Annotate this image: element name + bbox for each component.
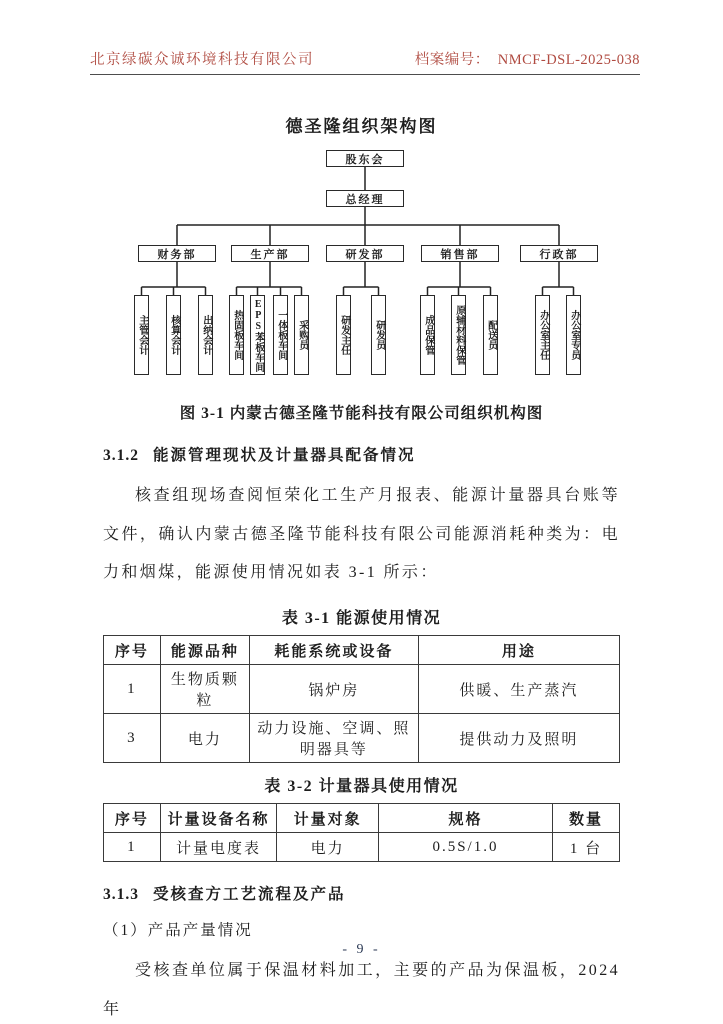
cell: 电力	[277, 833, 379, 862]
org-box-child: 原辅材料保管	[451, 295, 466, 375]
org-box-child: 出纳会计	[198, 295, 213, 375]
page-number: - 9 -	[342, 942, 381, 957]
cell: 3	[104, 714, 161, 763]
cell: 动力设施、空调、照明器具等	[250, 714, 419, 763]
section-312-heading	[103, 443, 620, 465]
col-header: 计量设备名称	[160, 804, 277, 833]
org-box-child: 主管会计	[134, 295, 149, 375]
section-313-subitem: （1）产品产量情况	[103, 922, 253, 940]
col-header: 序号	[104, 804, 161, 833]
org-box-child: 研发主任	[336, 295, 351, 375]
col-header: 计量对象	[277, 804, 379, 833]
org-box-child: 办公室主任	[535, 295, 550, 375]
section-313-paragraph: 受核查单位属于保温材料加工，主要的产品为保温板，2024 年	[103, 962, 620, 1018]
cell: 电力	[160, 714, 249, 763]
table-row	[104, 833, 620, 862]
org-box-general-manager: 总经理	[326, 190, 404, 207]
org-box-child: 热固板车间	[229, 295, 244, 375]
cell: 供暖、生产蒸汽	[418, 665, 619, 714]
org-box-child: 办公室专员	[566, 295, 581, 375]
col-header: 数量	[552, 804, 619, 833]
cell: 锅炉房	[250, 665, 419, 714]
page-header	[90, 48, 640, 75]
section-313-heading	[103, 882, 620, 904]
table-3-1	[103, 635, 620, 763]
org-box-dept-production: 生产部	[231, 245, 309, 262]
org-chart-title: 德圣隆组织架构图	[285, 117, 438, 136]
col-header: 用途	[418, 636, 619, 665]
org-box-child: 采购员	[294, 295, 309, 375]
org-box-child: 一体板车间	[273, 295, 288, 375]
col-header: 能源品种	[160, 636, 249, 665]
col-header: 序号	[104, 636, 161, 665]
org-box-child: 配送员	[483, 295, 498, 375]
cell: 生物质颗粒	[160, 665, 249, 714]
header-company-name: 北京绿碳众诚环境科技有限公司	[90, 52, 314, 68]
cell: 0.5S/1.0	[379, 833, 553, 862]
table-3-2	[103, 803, 620, 862]
org-box-shareholders: 股东会	[326, 150, 404, 167]
cell: 1 台	[552, 833, 619, 862]
table-row	[104, 665, 620, 714]
table-row	[104, 714, 620, 763]
table-header-row	[104, 804, 620, 833]
table-3-1-title: 表 3-1 能源使用情况	[281, 610, 442, 628]
figure-caption: 图 3-1 内蒙古德圣隆节能科技有限公司组织机构图	[179, 405, 544, 422]
section-title: 受核查方工艺流程及产品	[153, 886, 346, 904]
section-312-paragraph: 核查组现场查阅恒荣化工生产月报表、能源计量器具台账等文件，确认内蒙古德圣隆节能科技有限公司能源消耗种类为：电力和烟煤，能源使用情况如表 3-1 所示：	[103, 487, 620, 582]
archive-number: NMCF-DSL-2025-038	[497, 52, 640, 68]
header-archive	[415, 48, 640, 69]
org-box-child: 研发员	[371, 295, 386, 375]
org-box-dept-rnd: 研发部	[326, 245, 404, 262]
cell: 1	[104, 833, 161, 862]
section-number: 3.1.2	[103, 447, 139, 464]
section-number: 3.1.3	[103, 886, 139, 904]
archive-label: 档案编号：	[414, 52, 490, 68]
org-box-child: 成品保管	[420, 295, 435, 375]
cell: 提供动力及照明	[418, 714, 619, 763]
cell: 1	[104, 665, 161, 714]
org-box-dept-sales: 销售部	[421, 245, 499, 262]
document-body	[103, 112, 620, 1024]
org-box-dept-admin: 行政部	[520, 245, 598, 262]
table-header-row	[104, 636, 620, 665]
col-header: 耗能系统或设备	[250, 636, 419, 665]
cell: 计量电度表	[160, 833, 277, 862]
org-box-dept-finance: 财务部	[138, 245, 216, 262]
org-box-child: 核算会计	[166, 295, 181, 375]
org-box-child: EPS苯板车间	[250, 295, 265, 375]
col-header: 规格	[379, 804, 553, 833]
section-title: 能源管理现状及计量器具配备情况	[153, 447, 416, 464]
org-chart	[110, 147, 620, 387]
table-3-2-title: 表 3-2 计量器具使用情况	[264, 778, 459, 796]
